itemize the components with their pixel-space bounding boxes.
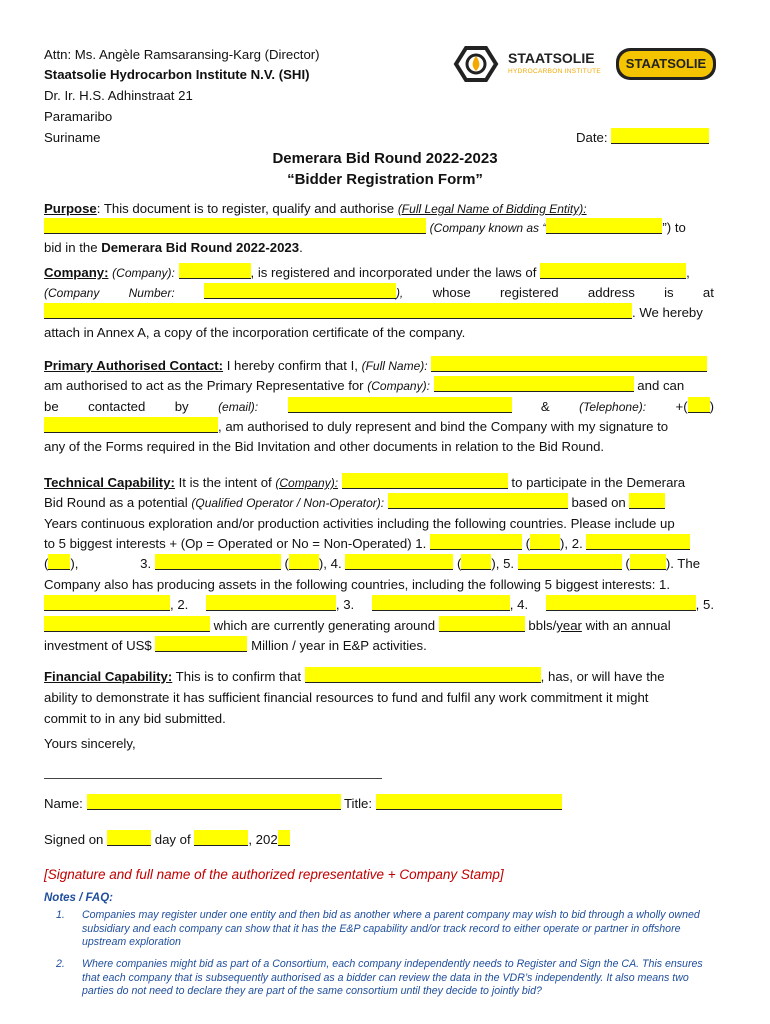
full-name-field[interactable]: [431, 356, 707, 372]
asset-4-field[interactable]: [546, 595, 696, 611]
financial-company-field[interactable]: [305, 667, 541, 683]
telephone-prefix: +(: [675, 399, 688, 414]
interest-4-num: ), 4.: [318, 556, 342, 571]
financial-confirm: This is to confirm that: [172, 669, 301, 684]
generating-text: which are currently generating around: [213, 618, 436, 633]
company-label: Company:: [44, 265, 109, 280]
notes-heading: Notes / FAQ:: [44, 892, 114, 904]
contact-line-2: [44, 376, 714, 396]
city-line: [44, 107, 714, 127]
title-label: Title:: [343, 796, 373, 811]
contact-line-5: [44, 437, 714, 457]
telephone-field[interactable]: [44, 417, 218, 433]
asset-3-num: , 3.: [335, 597, 355, 612]
date-field[interactable]: [611, 128, 709, 144]
bbls-text: bbls/: [528, 618, 557, 633]
financial-line-1: [44, 667, 714, 687]
date-label: Date:: [576, 130, 608, 145]
interest-5-num: ), 5.: [491, 556, 515, 571]
technical-line-1: [44, 473, 714, 493]
financial-line-3: [44, 709, 714, 729]
street-line: [44, 86, 714, 106]
at-text: at: [702, 285, 714, 300]
note-1-number: 1.: [56, 909, 65, 921]
purpose-line-1: [44, 199, 714, 219]
known-as-field[interactable]: [546, 218, 662, 234]
asset-5-field[interactable]: [44, 616, 210, 632]
bid-round-text: Bid Round as a potential: [44, 495, 192, 510]
technical-label: Technical Capability:: [44, 475, 175, 490]
producing-text: Company also has producing assets in the following countries, including the following 5 biggest interests: 1.: [44, 577, 671, 592]
attn-text: Attn: Ms. Angèle Ramsaransing-Karg (Director): [44, 47, 320, 62]
operator-field[interactable]: [388, 493, 568, 509]
company-number-word-2: Number:: [128, 286, 175, 300]
investment-field[interactable]: [155, 636, 247, 652]
month-field[interactable]: [194, 830, 248, 846]
technical-line-7: [44, 595, 714, 615]
tech-company-label: (Company):: [275, 476, 339, 490]
technical-line-8: [44, 616, 714, 636]
full-name-label: (Full Name):: [361, 359, 428, 373]
production-field[interactable]: [439, 616, 525, 632]
shi-logo: [452, 44, 612, 84]
interest-5-open: (: [625, 556, 630, 571]
shi-logo-sub: HYDROCARBON INSTITUTE: [508, 68, 601, 75]
financial-line-2: [44, 688, 714, 708]
company-line-2: [44, 283, 714, 303]
asset-1-field[interactable]: [44, 595, 170, 611]
interest-1-op-field[interactable]: [530, 534, 560, 550]
interest-1-country-field[interactable]: [430, 534, 522, 550]
technical-line-4: [44, 534, 714, 554]
years-field[interactable]: [629, 493, 665, 509]
company-number-close: ),: [395, 286, 404, 300]
upto-text: to 5 biggest interests + (Op = Operated or No = Non-Operated) 1.: [44, 536, 427, 551]
company-name-label: (Company):: [112, 266, 175, 280]
signature-line[interactable]: [44, 778, 382, 779]
annual-text: with an annual: [581, 618, 671, 633]
telephone-close: ): [709, 399, 714, 414]
interest-3-country-field[interactable]: [155, 554, 281, 570]
institute-text: Staatsolie Hydrocarbon Institute N.V. (SHI): [44, 67, 310, 82]
attach-text: attach in Annex A, a copy of the incorporation certificate of the company.: [44, 325, 466, 340]
purpose-period: .: [299, 240, 303, 255]
interest-4-open: (: [456, 556, 462, 571]
name-field[interactable]: [87, 794, 341, 810]
company-line-4: [44, 323, 714, 343]
interest-5-country-field[interactable]: [518, 554, 622, 570]
purpose-line-2: [44, 218, 714, 238]
by-text: by: [174, 399, 189, 414]
asset-2-field[interactable]: [206, 595, 336, 611]
year-field[interactable]: [278, 830, 290, 846]
note-2-text: Where companies might bid as part of a Consortium, each company independently needs to Register and Sign the CA. This ensures that each company that is subsequently authorised as a bidder can review the data in the VDR’s independently. It also means two parties do not need to declare they are part of the same consortium until they decide to jointly bid?: [82, 958, 703, 997]
day-field[interactable]: [107, 830, 151, 846]
telephone-label: (Telephone):: [579, 400, 647, 414]
rep-company-field[interactable]: [434, 376, 634, 392]
hereby-text: . We hereby: [632, 305, 703, 320]
year-prefix: , 202: [248, 832, 278, 847]
country-code-field[interactable]: [688, 397, 710, 413]
company-line-3: [44, 303, 714, 323]
contact-line-1: [44, 356, 714, 376]
purpose-label: Purpose: [44, 201, 97, 216]
commit-text: commit to in any bid submitted.: [44, 711, 226, 726]
yours-text: Yours sincerely,: [44, 736, 136, 751]
note-item-2: [44, 958, 724, 998]
company-name-field[interactable]: [179, 263, 251, 279]
interest-2-close: ),: [70, 556, 79, 571]
shi-logo-brand: STAATSOLIE: [508, 50, 595, 66]
asset-4-num: , 4.: [509, 597, 529, 612]
page-subtitle: “Bidder Registration Form”: [287, 171, 483, 188]
legal-name-label: (Full Legal Name of Bidding Entity):: [397, 202, 587, 216]
is-text: is: [664, 285, 674, 300]
name-line: [44, 794, 714, 814]
authorised-text: am authorised to act as the Primary Representative for: [44, 378, 368, 393]
street-text: Dr. Ir. H.S. Adhinstraat 21: [44, 88, 193, 103]
whose-text: whose: [432, 285, 471, 300]
based-on-text: based on: [571, 495, 626, 510]
technical-line-2: [44, 493, 714, 513]
title-field[interactable]: [376, 794, 562, 810]
contacted-text: contacted: [88, 399, 146, 414]
contact-label: Primary Authorised Contact:: [44, 358, 224, 373]
round-text: Demerara Bid Round 2022-2023: [101, 240, 300, 255]
million-text: Million / year in E&P activities.: [251, 638, 427, 653]
note-1-text: Companies may register under one entity and then bid as another where a parent company may wish to bid through a wholly owned subsidiary and each company can show that it has the E&P capability and/or track record to either operate or partner in offshore upstream exploration: [82, 909, 700, 948]
bid-in-text: bid in the: [44, 240, 102, 255]
tech-company-field[interactable]: [342, 473, 508, 489]
participate-text: to participate in the Demerara: [511, 475, 686, 490]
signed-on-label: Signed on: [44, 832, 104, 847]
date-block: [576, 128, 709, 148]
ability-text: ability to demonstrate it has sufficient financial resources to fund and fulfil any work commitment it might: [44, 690, 649, 705]
be-text: be: [44, 399, 59, 414]
asset-2-num: , 2.: [170, 597, 189, 612]
yours-line: [44, 734, 714, 754]
purpose-to: ”) to: [662, 220, 686, 235]
laws-of-field[interactable]: [540, 263, 686, 279]
legal-name-field[interactable]: [44, 218, 426, 234]
company-line-1: [44, 263, 714, 283]
incorporated-text: , is registered and incorporated under the laws of: [250, 265, 537, 280]
contact-line-4: [44, 417, 714, 437]
interest-3-num: 3.: [140, 556, 152, 571]
duly-text: , am authorised to duly represent and bind the Company with my signature to: [218, 419, 669, 434]
interest-4-op-field[interactable]: [461, 554, 491, 570]
contact-line-3: [44, 397, 714, 417]
staatsolie-logo: [616, 48, 716, 80]
operator-label: (Qualified Operator / Non-Operator):: [191, 496, 385, 510]
email-label: (email):: [218, 400, 259, 414]
known-as-label: (Company known as “: [429, 221, 547, 235]
interest-4-country-field[interactable]: [345, 554, 453, 570]
interest-2-open: (: [44, 556, 49, 571]
interest-5-op-field[interactable]: [630, 554, 666, 570]
contact-confirm: I hereby confirm that I,: [223, 358, 362, 373]
company-number-word-1: (Company: [44, 286, 100, 300]
asset-3-field[interactable]: [372, 595, 510, 611]
investment-text: investment of US$: [44, 638, 152, 653]
signature-note: [Signature and full name of the authorized representative + Company Stamp]: [44, 867, 504, 882]
note-2-number: 2.: [56, 958, 65, 970]
institute-line: [44, 65, 714, 85]
day-of-label: day of: [154, 832, 191, 847]
interest-5-close: ). The: [665, 556, 701, 571]
technical-line-3: [44, 514, 714, 534]
name-label: Name:: [44, 796, 83, 811]
purpose-line-3: [44, 238, 714, 258]
rep-company-label: (Company):: [367, 379, 430, 393]
interest-2-country-field[interactable]: [586, 534, 690, 550]
registered-text: registered: [499, 285, 559, 300]
and-can-text: and can: [637, 378, 685, 393]
asset-5-num: , 5.: [695, 597, 714, 612]
interest-2-num: ), 2.: [560, 536, 583, 551]
country-text: Suriname: [44, 130, 101, 145]
interest-2-op-field[interactable]: [48, 554, 70, 570]
financial-has: , has, or will have the: [540, 669, 665, 684]
city-text: Paramaribo: [44, 109, 113, 124]
intent-text: It is the intent of: [174, 475, 276, 490]
technical-line-6: [44, 575, 714, 595]
note-item-1: [44, 909, 724, 949]
staatsolie-logo-text: STAATSOLIE: [619, 51, 713, 77]
technical-line-9: [44, 636, 714, 656]
interest-3-op-field[interactable]: [289, 554, 319, 570]
years-text: Years continuous exploration and/or production activities including the following countries. Please include up: [44, 516, 675, 531]
year-text: year: [556, 618, 582, 633]
interest-1-open: (: [525, 536, 531, 551]
signed-line: [44, 830, 714, 850]
email-field[interactable]: [288, 397, 512, 413]
attn-line: [44, 45, 714, 65]
technical-line-5: [44, 554, 714, 574]
financial-label: Financial Capability:: [44, 669, 173, 684]
forms-text: any of the Forms required in the Bid Invitation and other documents in relation to the Bid Round.: [44, 439, 605, 454]
interest-3-open: (: [284, 556, 289, 571]
company-number-field[interactable]: [204, 283, 396, 299]
registered-address-field[interactable]: [44, 303, 632, 319]
address-text: address: [587, 285, 635, 300]
amp-text: &: [540, 399, 550, 414]
laws-comma: ,: [686, 265, 690, 280]
purpose-text: : This document is to register, qualify and authorise: [96, 201, 398, 216]
page-title: Demerara Bid Round 2022-2023: [272, 150, 498, 167]
